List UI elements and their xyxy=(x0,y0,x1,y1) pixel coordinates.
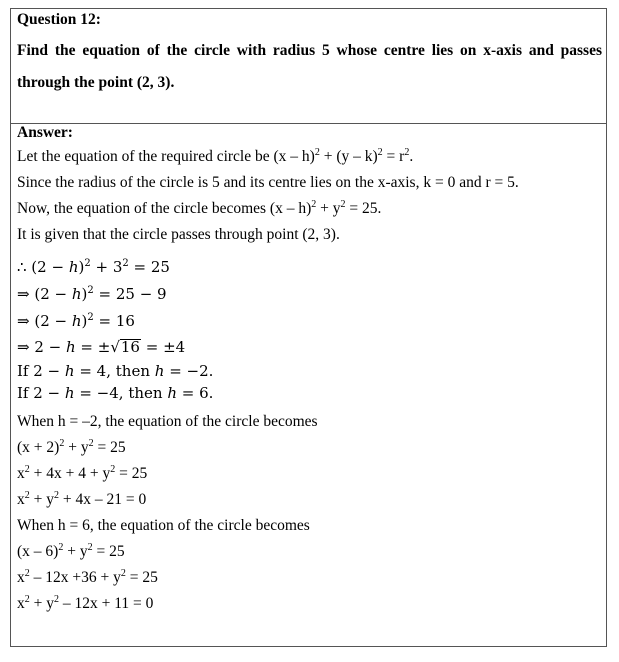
case2-line-2: $x^2 - 12x +36 + y^2 = 25$ xyxy=(17,568,158,586)
case1-line-2: $x^2 + 4x + 4 + y^2 = 25$ xyxy=(17,464,148,482)
case2-line-1: $(x - 6)^2 + y^2 = 25$ xyxy=(17,542,125,560)
math-step-3: ⇒ $(2 - h)^2 = 16$ xyxy=(17,312,135,330)
question-box xyxy=(10,8,607,124)
answer-line-2: Since the radius of the circle is 5 and its centre lies on the x-axis, k = 0 and r = 5. xyxy=(17,174,519,191)
answer-box xyxy=(10,124,607,647)
case1-intro: When h = –2, the equation of the circle becomes xyxy=(17,413,318,430)
answer-line-1: Let the equation of the required circle be $(x - h)^2 + (y - k)^2 = r^2$. xyxy=(17,147,414,165)
math-step-1: ∴ $(2 - h)^2 + 3^2 = 25$ xyxy=(17,258,170,276)
math-step-5: If 2 − h = 4, then h = −2. xyxy=(17,362,214,380)
question-text: Find the equation of the circle with radius 5 whose centre lies on x-axis and passes through the point (2, 3). xyxy=(17,42,602,91)
math-step-4: ⇒ 2 − h = ±√16 = ±4 xyxy=(17,338,186,356)
case2-line-3: $x^2 + y^2 - 12x + 11 = 0$ xyxy=(17,594,154,612)
question-heading: Question 12: xyxy=(17,11,101,28)
math-step-6: If 2 − h = −4, then h = 6. xyxy=(17,384,214,402)
answer-line-4: It is given that the circle passes through point (2, 3). xyxy=(17,226,340,243)
case1-line-1: $(x + 2)^2 + y^2 = 25$ xyxy=(17,438,126,456)
case2-intro: When h = 6, the equation of the circle becomes xyxy=(17,517,310,534)
math-step-2: ⇒ $(2 - h)^2 = 25 - 9$ xyxy=(17,285,167,303)
case1-line-3: $x^2 + y^2 + 4x - 21 = 0$ xyxy=(17,490,147,508)
answer-heading: Answer: xyxy=(17,124,73,141)
answer-line-3: Now, the equation of the circle becomes $(x - h)^2 + y^2 = 25$. xyxy=(17,199,382,217)
